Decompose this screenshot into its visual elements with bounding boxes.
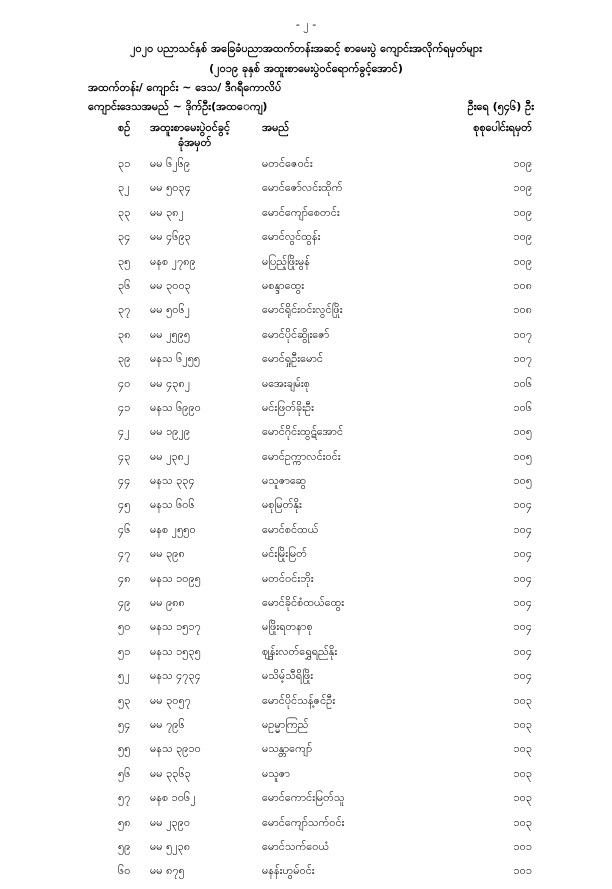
total-score: ၁၀၄ (513, 571, 532, 585)
table-row (0, 157, 612, 181)
column-header-roll (150, 120, 230, 150)
roll-number: မမ ၄၆၉၃ (150, 230, 191, 244)
row-number: ၃၉ (118, 352, 131, 366)
row-number: ၄၄ (118, 474, 131, 488)
row-number: ၅၃ (118, 693, 131, 707)
table-row (0, 791, 612, 815)
total-score: ၁၀၄ (513, 644, 532, 658)
table-row (0, 181, 612, 205)
student-name: မသိမ့်သီရိဖြိုး (262, 669, 314, 683)
table-row (0, 547, 612, 571)
column-header-no: စဉ် (118, 121, 131, 134)
roll-number: မမ ၂၅၉၅ (150, 327, 191, 341)
roll-number: မနသ ၆၂၅၅ (150, 352, 201, 366)
row-number: ၃၄ (118, 230, 131, 244)
row-number: ၅၂ (118, 669, 130, 683)
table-row (0, 572, 612, 596)
row-number: ၅၈ (118, 815, 131, 829)
student-name: မနန်းဟွမ်ဝင်း (262, 864, 315, 878)
student-name: မောင်ရှုဦးမောင် (262, 352, 323, 366)
roll-number: မမ ၂၃၉၀ (150, 815, 191, 829)
roll-number: မနစ ၁၀၆၂ (150, 791, 196, 805)
table-row (0, 596, 612, 620)
table-row (0, 401, 612, 425)
total-score: ၁၀၄ (513, 547, 532, 561)
table-row (0, 498, 612, 522)
results-table (0, 157, 612, 889)
row-number: ၃၈ (118, 327, 131, 341)
student-name: မတင်ဝင်းဘိုး (262, 571, 314, 585)
table-row (0, 352, 612, 376)
total-score: ၁၀၆ (513, 400, 532, 414)
total-score: ၁၀၉ (513, 230, 532, 244)
roll-number: မနသ ၁၅၁၇ (150, 620, 201, 634)
row-number: ၃၆ (118, 278, 131, 292)
roll-number: မမ ၈၇၅ (150, 864, 185, 878)
table-row (0, 425, 612, 449)
student-name: မောင်ကျော်စေတင်း (262, 205, 340, 219)
student-name: မောင်စင်ထယ် (262, 522, 319, 536)
total-score: ၁၀၈ (513, 278, 532, 292)
student-name: မောင်ဥက္ကာလင်းဝင်း (262, 449, 341, 463)
row-number: ၅၅ (118, 742, 131, 756)
roll-number: မမ ၃၈၂ (150, 205, 184, 219)
roll-number: မနသ ၃၉၁၀ (150, 742, 201, 756)
roll-number: မမ ၅၀၆၂ (150, 303, 191, 317)
total-score: ၁၀၇ (513, 327, 532, 341)
total-score: ၁၀၄ (513, 522, 532, 536)
column-header-roll-line2: ခုံအမှတ် (178, 136, 212, 149)
table-row (0, 840, 612, 864)
row-number: ၅၄ (118, 717, 131, 731)
total-score: ၁၀၉ (513, 157, 532, 170)
student-name: မပြည့်ဖြိုးမွန် (262, 254, 310, 268)
column-header-score: စုစုပေါင်းရမှတ် (473, 121, 532, 134)
total-score: ၁၀၅ (513, 449, 532, 463)
roll-number: မနသ ၁၅၃၅ (150, 644, 201, 658)
row-number: ၄၂ (118, 425, 130, 439)
table-row (0, 303, 612, 327)
row-number: ၃၅ (118, 254, 131, 268)
student-name: မောင်ကျော်သက်ဝင်း (262, 815, 345, 829)
row-number: ၃၃ (118, 205, 131, 219)
student-name: မသူဇာ (262, 766, 290, 780)
page-number: - ၂ - (295, 18, 317, 31)
total-score: ၁၀၆ (513, 376, 532, 390)
roll-number: မမ ၃၃၆၃ (150, 766, 191, 780)
student-name: မောင်ရိုင်းဝင်းလွင်ဖြိုး (262, 303, 343, 317)
total-score: ၁၀၁ (513, 864, 532, 878)
roll-number: မနစ ၂၅၅၀ (150, 522, 196, 536)
row-number: ၃၂ (118, 181, 130, 195)
total-score: ၁၀၇ (513, 352, 532, 366)
row-number: ၅၆ (118, 766, 131, 780)
row-number: ၄၃ (118, 449, 131, 463)
roll-number: မနသ ၃၃၄ (150, 474, 195, 488)
school-label: ကျောင်းဒေသအမည် ~ ဒိုက်ဦး(အထ​ေကျ) (88, 100, 268, 113)
total-score: ၁၀၃ (513, 717, 532, 731)
school-type-line: အထက်တန်း/ ကျောင်း ~ ဒေသ/ ဒီဂရီကောလိပ် (88, 81, 282, 94)
roll-number: မမ ၆၂၆၉ (150, 157, 191, 170)
row-number: ၄၆ (118, 522, 131, 536)
student-name: မောင်သက်ဝေယံ (262, 839, 330, 853)
table-row (0, 450, 612, 474)
row-number: ၄၉ (118, 596, 131, 610)
roll-number: မနသ ၁၀၉၅ (150, 571, 201, 585)
table-row (0, 718, 612, 742)
roll-number: မမ ၅၂၃၈ (150, 839, 191, 853)
total-score: ၁၀၅ (513, 474, 532, 488)
total-score: ၁၀၃ (513, 791, 532, 805)
student-name: မင်းမြိုးမြတ် (262, 547, 307, 561)
student-name: မောင်ပိုင်ဆွိုးဇော် (262, 327, 330, 341)
table-row (0, 230, 612, 254)
roll-number: မနစ ၂၇၈၉ (150, 254, 196, 268)
student-name: မောင်ဂိုင်းထွဋ်အောင် (262, 425, 344, 439)
row-number: ၅၇ (118, 791, 131, 805)
row-number: ၃၇ (118, 303, 131, 317)
student-name: မစန္ဒာထွေး (262, 278, 305, 292)
roll-number: မနသ ၆၀၆ (150, 498, 195, 512)
total-score: ၁၀၉ (513, 254, 532, 268)
total-score: ၁၀၃ (513, 766, 532, 780)
roll-number: မမ ၄၃၈၂ (150, 376, 191, 390)
student-name: မတင်ဇေဝင်း (262, 157, 313, 170)
total-score: ၁၀၄ (513, 596, 532, 610)
row-number: ၃၁ (118, 157, 131, 170)
document-title: ၂၀၂၀ ပညာသင်နှစ် အခြေခံပညာအထက်တန်းအဆင့် စာမေးပွဲ ကျောင်းအလိုက်ရမှတ်များ (130, 42, 482, 55)
total-score: ၁၀၄ (513, 620, 532, 634)
row-number: ၅၁ (118, 644, 131, 658)
student-name: ဈွန်းလတ်ရွှေရည်နိုး (262, 644, 338, 658)
total-score: ၁၀၃ (513, 693, 532, 707)
row-number: ၆၀ (118, 864, 131, 878)
row-number: ၄၀ (118, 376, 131, 390)
total-score: ၁၀၄ (513, 498, 532, 512)
student-name: မဥမ္မာကြည် (262, 717, 309, 731)
table-row (0, 474, 612, 498)
student-name: မောင်လွင်ထွန်း (262, 230, 321, 244)
table-row (0, 864, 612, 888)
roll-number: မမ ၃၀၀၃ (150, 278, 191, 292)
column-header-name: အမည် (262, 121, 290, 134)
roll-number: မမ ၅၀၃၄ (150, 181, 191, 195)
table-row (0, 645, 612, 669)
roll-number: မမ ၁၉၂၉ (150, 425, 191, 439)
total-score: ၁၀၈ (513, 303, 532, 317)
column-header-roll-line1: အထူးစာမေးပွဲဝင်ခွင့် (150, 121, 231, 134)
document-subtitle: (၂၀၁၉ ခုနှစ် အထူးစာမေးပွဲဝင်ရောက်ခွင့်အောင်) (209, 62, 403, 75)
table-row (0, 767, 612, 791)
student-name: မင်းဖြတ်ခိုးဦး (262, 400, 314, 414)
roll-number: မမ ၃၉၈ (150, 547, 185, 561)
roll-number: မနသ ၄၇၃၄ (150, 669, 201, 683)
student-name: မအေးချမ်းစု (262, 376, 310, 390)
table-row (0, 279, 612, 303)
student-name: မဖြိုးရတနာစု (262, 620, 313, 634)
table-row (0, 523, 612, 547)
table-row (0, 620, 612, 644)
row-number: ၅၀ (118, 620, 131, 634)
total-score: ၁၀၁ (513, 839, 532, 853)
student-name: မသူဇာဆွေ (262, 474, 307, 488)
roll-number: မမ ၇၉၆ (150, 717, 185, 731)
roll-number: မမ ၃၀၅၇ (150, 693, 191, 707)
student-name: မောင်ခိုင်စံထယ်ထွေး (262, 596, 345, 610)
table-row (0, 255, 612, 279)
total-score: ၁၀၃ (513, 742, 532, 756)
row-number: ၄၁ (118, 400, 131, 414)
student-name: မောင်ပိုင်သန့်ဇင်ဦး (262, 693, 336, 707)
row-number: ၄၈ (118, 571, 131, 585)
total-score: ၁၀၄ (513, 669, 532, 683)
table-row (0, 742, 612, 766)
total-count: ဦးရေ (၅၄၆) ဦး (467, 100, 534, 113)
student-name: မသန္တာကျော် (262, 742, 313, 756)
table-row (0, 377, 612, 401)
student-name: မစုမြတ်နိုး (262, 498, 302, 512)
row-number: ၄၅ (118, 498, 131, 512)
row-number: ၄၇ (118, 547, 131, 561)
table-row (0, 694, 612, 718)
roll-number: မမ ၂၃၈၂ (150, 449, 190, 463)
table-row (0, 206, 612, 230)
total-score: ၁၀၅ (513, 425, 532, 439)
row-number: ၅၉ (118, 839, 131, 853)
total-score: ၁၀၉ (513, 205, 532, 219)
table-row (0, 328, 612, 352)
table-row (0, 816, 612, 840)
student-name: မောင်ဇော်လင်းထိုက် (262, 181, 343, 195)
student-name: မောင်ကောင်းမြတ်သူ (262, 791, 345, 805)
table-row (0, 669, 612, 693)
total-score: ၁၀၉ (513, 181, 532, 195)
roll-number: မမ ၉၈၈ (150, 596, 185, 610)
roll-number: မနသ ၆၉၉၀ (150, 400, 201, 414)
total-score: ၁၀၃ (513, 815, 532, 829)
